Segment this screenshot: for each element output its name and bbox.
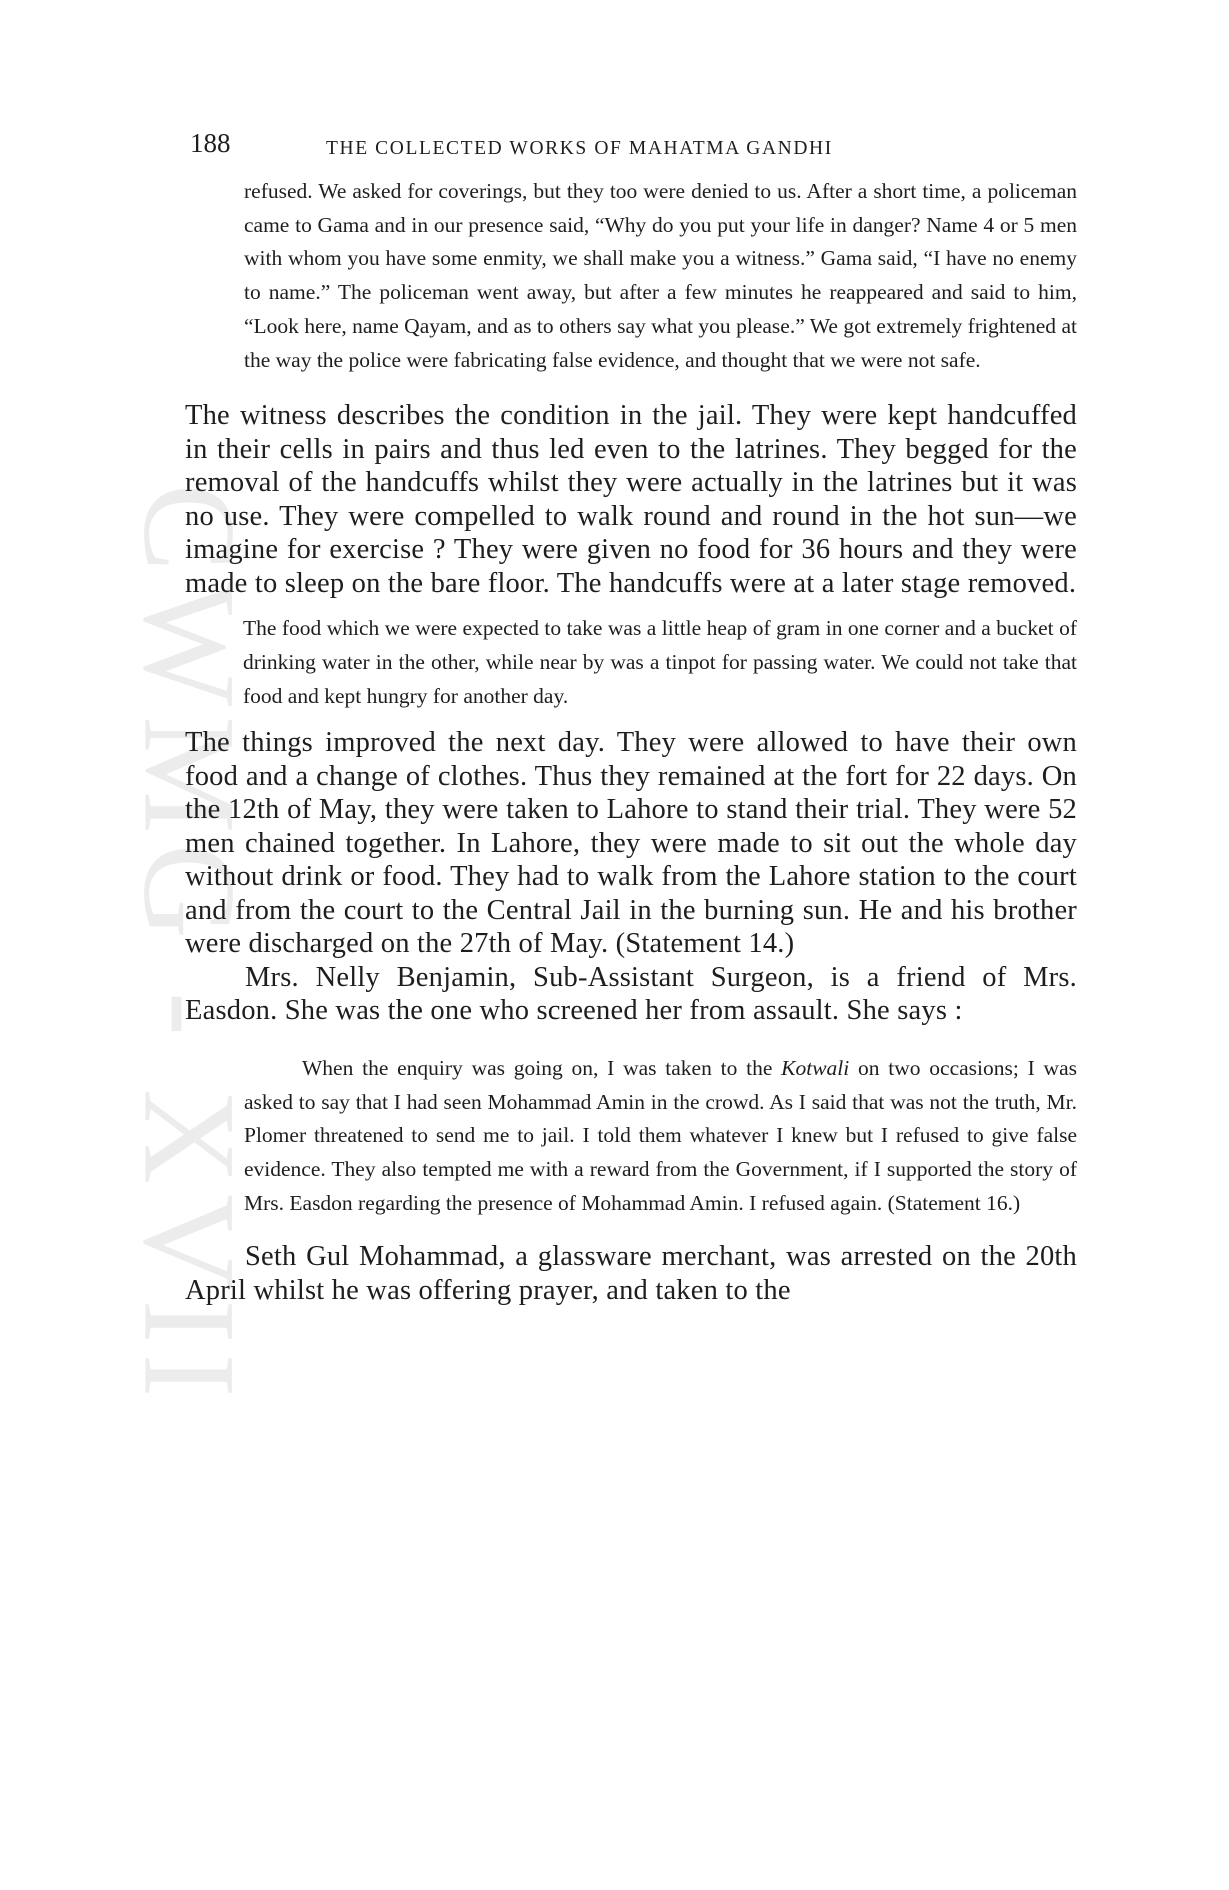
paragraph-3: Mrs. Nelly Benjamin, Sub-Assistant Surgeon, is a friend of Mrs. Easdon. She was the one who screened her from assault. She says : xyxy=(185,961,1077,1027)
page-number: 188 xyxy=(190,128,231,158)
paragraph-2: The things improved the next day. They were allowed to have their own food and a change of clothes. Thus they remained at the fort for 22 days. On the 12th of May, they were taken to Lahore to stand their trial. They were 52 men chained together. In Lahore, they were made to sit out the whole day without drink or food. They had to walk from the Lahore station to the court and from the court to the Central Jail in the burning sun. He and his brother were discharged on the 27th of May. (Statement 14.) xyxy=(185,727,1077,960)
page-body xyxy=(185,175,1077,1307)
block-quote-3 xyxy=(185,1052,1077,1221)
watermark-text: CWMG - XVII xyxy=(116,483,264,1407)
block-quote-2: The food which we were expected to take was a little heap of gram in one corner and a bucket of drinking water in the other, while near by was a tinpot for passing water. We could not take that food and kept hungry for another day. xyxy=(243,616,1077,708)
page-header xyxy=(190,128,1075,168)
quote-3-italic-term: Kotwali xyxy=(781,1055,850,1080)
quote-3-part-2: on two occasions; I was asked to say that I had seen Mohammad Amin in the crowd. As I said that was not the truth, Mr. Plomer threatened to send me to jail. I told them whatever I knew but I refused to give false evidence. They also tempted me with a reward from the Government, if I supported the story of Mrs. Easdon regarding the presence of Mohammad Amin. I refused again. (Statement 16.) xyxy=(244,1055,1077,1215)
block-quote-1: refused. We asked for coverings, but they too were denied to us. After a short time, a policeman came to Gama and in our presence said, “Why do you put your life in danger? Name 4 or 5 men with whom you have some enmity, we shall make you a witness.” Gama said, “I have no enemy to name.” The policeman went away, but after a few minutes he reappeared and said to him, “Look here, name Qayam, and as to others say what you please.” We got extremely frightened at the way the police were fabricating false evidence, and thought that we were not safe. xyxy=(244,179,1077,372)
running-head: THE COLLECTED WORKS OF MAHATMA GANDHI xyxy=(326,138,833,159)
paragraph-4: Seth Gul Mohammad, a glassware merchant, was arrested on the 20th April whilst he was offering prayer, and taken to the xyxy=(185,1241,1077,1306)
paragraph-1: The witness describes the condition in the jail. They were kept handcuffed in their cells in pairs and thus led even to the latrines. They begged for the removal of the handcuffs whilst they were actually in the latrines but it was no use. They were compelled to walk round and round in the hot sun—we imagine for exercise ? They were given no food for 36 hours and they were made to sleep on the bare floor. The handcuffs were at a later stage removed. xyxy=(185,400,1077,599)
quote-3-part-1: When the enquiry was going on, I was taken to the xyxy=(302,1055,782,1080)
